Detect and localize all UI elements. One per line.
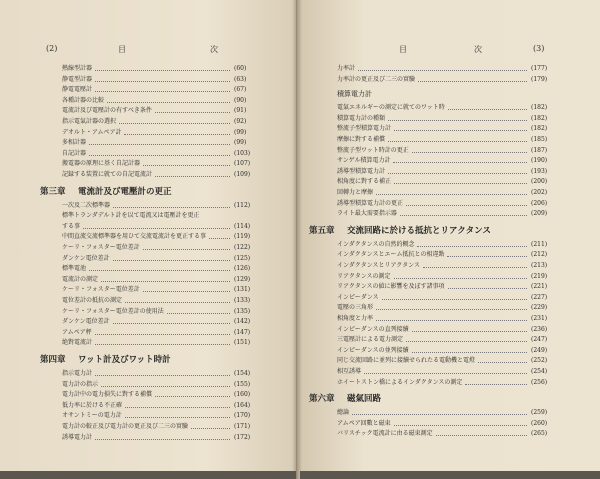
toc-entry [62, 222, 258, 232]
chapter-title: 交流回路に於ける抵抗とリアクタンス [347, 225, 491, 236]
toc-entry [337, 272, 555, 282]
toc-entry-title: アムペア秤 [62, 328, 92, 336]
leader-dots [394, 183, 527, 184]
toc-entry-title: 標準トランダデルト計を以て電流又は電壓計を更正 [62, 212, 200, 220]
toc-entry [337, 378, 555, 388]
toc-entry-title: 力率計 [337, 65, 356, 72]
toc-entry-page: (260) [531, 419, 548, 427]
leader-dots [352, 414, 527, 415]
toc-entry-page: (227) [531, 293, 548, 301]
toc-entry [62, 338, 258, 348]
leader-dots [417, 246, 527, 247]
toc-entry [62, 380, 258, 390]
toc-entry-title: 電力計の指示 [62, 380, 99, 388]
toc-entry-page: (247) [531, 336, 548, 344]
toc-entry [337, 146, 555, 156]
toc-entry [337, 64, 555, 74]
toc-entry-title: 搬電器の原理に基く自記計器 [62, 160, 141, 168]
toc-entry-title: ライト最大需要指示器 [337, 210, 397, 218]
toc-entry-title: インピーダンス [337, 293, 379, 301]
toc-entry-page: (171) [234, 423, 251, 430]
toc-entry-title: 摩擦に對する補償 [337, 136, 386, 143]
toc-entry-page: (202) [531, 189, 548, 196]
toc-entry-title: 絶對電流計 [62, 339, 93, 347]
toc-entry-title: オサントミーの電力計 [62, 412, 122, 420]
leader-dots [125, 302, 230, 303]
leader-dots [95, 334, 230, 335]
toc-entry-title: ケーリ・フォスター電位差計の使用法 [62, 307, 164, 315]
leader-dots [113, 207, 230, 208]
toc-entry [337, 240, 555, 250]
toc-entry-page: (170) [234, 412, 251, 420]
toc-entry [337, 124, 555, 134]
leader-dots [113, 323, 230, 324]
toc-entry-page: (182) [531, 125, 548, 133]
toc-entry-title: 多相計器 [62, 139, 87, 147]
toc-entry-page: (154) [234, 370, 251, 377]
leader-dots [478, 362, 527, 363]
toc-entry [62, 264, 258, 274]
toc-entry [337, 188, 555, 198]
leader-dots [388, 141, 527, 142]
toc-entry-title: インピーダンスの並列接續 [337, 346, 409, 354]
toc-entry-page: (109) [234, 171, 251, 178]
toc-entry-title: インピーダンスの直列接續 [337, 325, 409, 333]
leader-dots [418, 81, 527, 82]
toc-entry [337, 114, 555, 124]
toc-entry [62, 328, 258, 338]
chapter-title: 電流計及び電壓計の更正 [78, 186, 172, 197]
toc-entry-page: (114) [234, 222, 251, 230]
header-title-char: 目 [118, 45, 126, 54]
toc-entry-page: (185) [531, 136, 548, 143]
toc-entry-page: (209) [531, 210, 548, 218]
leader-dots [406, 341, 527, 342]
toc-entry-title: ケーリ・フォスター電位差計 [62, 244, 140, 251]
toc-entry [62, 401, 258, 411]
toc-entry [62, 128, 258, 138]
toc-entry-title: ホイートストン橋によるインダクタンスの測定 [337, 378, 463, 386]
toc-entry [62, 170, 258, 180]
leader-dots [358, 70, 527, 71]
toc-entry-page: (182) [531, 114, 548, 122]
left-page [0, 0, 297, 479]
toc-entry-page: (99) [234, 139, 247, 147]
toc-entry [62, 307, 258, 317]
toc-entry-page: (63) [234, 75, 247, 83]
toc-entry [62, 254, 258, 264]
book-spine [292, 0, 302, 479]
toc-entry [337, 103, 555, 113]
toc-entry-page: (90) [234, 96, 247, 104]
toc-entry-page: (133) [234, 297, 251, 304]
leader-dots [376, 309, 527, 310]
leader-dots [167, 313, 230, 314]
leader-dots [89, 155, 230, 156]
toc-entry [337, 314, 555, 324]
toc-entry-page: (179) [531, 75, 548, 83]
toc-entry-title: 電力計の較正及び電力計の更正及び二三の實驗 [62, 423, 189, 430]
toc-entry [62, 201, 258, 211]
toc-entry [62, 285, 258, 295]
leader-dots [89, 144, 230, 145]
chapter-title: 磁氣回路 [347, 394, 382, 405]
toc-entry-title: 同じ交流回路に並列に接續せられたる電動機と電燈 [337, 357, 476, 365]
toc-entry-title: 指示電力計 [62, 370, 93, 377]
toc-entry-title: 相互誘導 [337, 368, 362, 375]
toc-entry-title: 熱線型計器 [62, 65, 93, 72]
toc-entry-page: (212) [531, 251, 548, 259]
leader-dots [412, 331, 527, 332]
leader-dots [412, 152, 527, 153]
leader-dots [95, 70, 230, 71]
toc-entry-title: 中間直流交流標準器を用ひて交流電流計を更正する事 [62, 233, 207, 241]
leader-dots [95, 439, 230, 440]
toc-entry [337, 135, 555, 145]
toc-entry-title: バリスチック電流計に由る磁束測定 [337, 430, 433, 438]
leader-dots [113, 260, 230, 261]
toc-entry [62, 390, 258, 400]
toc-entry [337, 209, 555, 219]
toc-entry-page: (187) [531, 146, 548, 154]
toc-entry [337, 419, 555, 429]
toc-entry [337, 177, 555, 187]
toc-entry-page: (193) [531, 167, 548, 175]
toc-entry-page: (131) [234, 286, 251, 294]
toc-entry-title: 回轉力と摩擦 [337, 189, 374, 196]
toc-entry-page: (200) [531, 178, 548, 186]
toc-entry-title: 自記計器 [62, 149, 87, 157]
toc-entry-page: (254) [531, 368, 548, 375]
toc-entry [337, 261, 555, 271]
toc-entry-page: (252) [531, 357, 548, 365]
leader-dots [95, 81, 230, 82]
toc-entry-title: ダンケン電位差計 [62, 254, 110, 262]
toc-entry-title: 電壓の三角形 [337, 304, 374, 312]
toc-entry [62, 296, 258, 306]
toc-entry-page: (119) [234, 233, 251, 241]
leader-dots [406, 205, 527, 206]
toc-entry-page: (67) [234, 86, 247, 94]
toc-entry [337, 356, 555, 366]
toc-entry [62, 275, 258, 285]
toc-entry [62, 64, 258, 74]
chapter-label: 第六章 [309, 394, 335, 405]
leader-dots [388, 120, 527, 121]
toc-entry [337, 156, 555, 166]
leader-dots [119, 123, 230, 124]
toc-entry [337, 346, 555, 356]
toc-entry-page: (91) [234, 107, 247, 115]
leader-dots [388, 173, 527, 174]
toc-entry [62, 243, 258, 253]
toc-entry-title: 電氣エネルギーの測定に就てのワット時 [337, 104, 445, 112]
leader-dots [83, 228, 230, 229]
right-page [297, 0, 600, 479]
toc-entry [62, 75, 258, 85]
toc-entry-page: (129) [234, 275, 251, 283]
toc-entry-page: (151) [234, 339, 251, 347]
header-title-char: 次 [210, 45, 218, 54]
toc-entry [337, 408, 555, 418]
toc-entry [62, 411, 258, 421]
toc-entry [337, 325, 555, 335]
toc-entry [337, 75, 555, 85]
leader-dots [436, 435, 527, 436]
toc-entry-page: (256) [531, 378, 548, 386]
leader-dots [376, 194, 527, 195]
chapter-title: ワット計及びワット時計 [78, 355, 171, 365]
toc-entry [337, 199, 555, 209]
toc-entry-title: アムペア回數と磁束 [337, 419, 391, 427]
toc-entry-page: (142) [234, 318, 251, 326]
toc-entry-page: (172) [234, 433, 251, 441]
toc-entry-page: (160) [234, 391, 251, 399]
toc-entry-title: 静電電壓計 [62, 86, 93, 94]
toc-entry [62, 422, 258, 432]
toc-entry-page: (219) [531, 272, 548, 280]
leader-dots [143, 249, 230, 250]
toc-entry-title: 指示電氣計器の選択 [62, 118, 117, 125]
leader-dots [125, 407, 230, 408]
leader-dots [155, 112, 230, 113]
toc-entry-page: (60) [234, 65, 247, 72]
leader-dots [101, 386, 230, 387]
toc-entry [62, 317, 258, 327]
leader-dots [95, 344, 230, 345]
toc-entry-page: (107) [234, 160, 251, 168]
toc-entry-page: (125) [234, 254, 251, 262]
toc-entry [62, 138, 258, 148]
toc-entry-title: 總論 [337, 409, 350, 417]
toc-entry-title: 電流計の測定 [62, 275, 99, 283]
leader-dots [89, 270, 230, 271]
header-title-char: 次 [474, 45, 482, 54]
toc-entry-title: 整流子型ワット時計の更正 [337, 146, 409, 154]
leader-dots [447, 256, 527, 257]
toc-entry [62, 211, 258, 221]
toc-entry-title: 電力計中の電力損失に對する補償 [62, 391, 153, 399]
toc-entry-title: 整流子型積算電力計 [337, 125, 392, 133]
toc-entry [337, 303, 555, 313]
toc-entry [337, 250, 555, 260]
leader-dots [107, 102, 230, 103]
toc-entry-page: (103) [234, 149, 251, 157]
leader-dots [101, 281, 230, 282]
toc-entry-page: (112) [234, 201, 251, 209]
page-number: (2) [46, 44, 58, 53]
toc-entry-title: デオルト・アムペア計 [62, 128, 122, 136]
leader-dots [125, 417, 230, 418]
leader-dots [95, 91, 230, 92]
toc-entry [62, 433, 258, 443]
leader-dots [155, 396, 230, 397]
page-edge [300, 471, 600, 479]
toc-entry-title: 記録する装置に就ての自記電流計 [62, 171, 153, 178]
toc-entry [62, 106, 258, 116]
toc-entry-title: ケーリ・フォスター電位差計 [62, 286, 140, 294]
chapter-label: 第三章 [40, 186, 66, 197]
toc-entry-title: 誘導型積算電力計 [337, 167, 386, 175]
toc-entry [337, 335, 555, 345]
page-edge [0, 471, 296, 479]
toc-entry [62, 96, 258, 106]
toc-entry-title: 相角度に對する補正 [337, 178, 392, 186]
toc-entry-page: (155) [234, 380, 251, 388]
section-title: 積算電力計 [337, 90, 372, 99]
toc-entry-title: 積算電力計の種類 [337, 114, 386, 122]
leader-dots [124, 134, 230, 135]
leader-dots [209, 238, 230, 239]
toc-entry-page: (229) [531, 304, 548, 312]
toc-entry-title: インダクタンスとリアクタンス [337, 262, 420, 269]
toc-entry-page: (221) [531, 283, 548, 291]
leader-dots [143, 291, 230, 292]
toc-entry-title: 静電型計器 [62, 75, 93, 83]
toc-entry [62, 159, 258, 169]
leader-dots [412, 352, 527, 353]
toc-entry [62, 232, 258, 242]
leader-dots [191, 428, 230, 429]
leader-dots [448, 288, 527, 289]
toc-entry [337, 429, 555, 439]
toc-entry-page: (135) [234, 307, 251, 315]
toc-entry-page: (213) [531, 262, 548, 269]
toc-entry-page: (190) [531, 157, 548, 165]
toc-entry-page: (99) [234, 128, 247, 136]
toc-entry [62, 117, 258, 127]
toc-entry-page: (122) [234, 244, 251, 251]
toc-entry-page: (182) [531, 104, 548, 112]
leader-dots [382, 299, 527, 300]
leader-dots [95, 375, 230, 376]
leader-dots [376, 320, 527, 321]
toc-entry-title: 各種計器の比較 [62, 96, 105, 104]
toc-entry-title: 電流計及び電壓計の有すべき条件 [62, 107, 152, 115]
toc-entry [337, 367, 555, 377]
header-title-char: 目 [399, 45, 407, 54]
leader-dots [143, 165, 230, 166]
toc-entry-title: 誘導電力計 [62, 433, 93, 441]
toc-entry [337, 293, 555, 303]
toc-entry-title: 一次及二次標準器 [62, 201, 111, 209]
leader-dots [394, 425, 527, 426]
leader-dots [394, 278, 527, 279]
leader-dots [393, 162, 527, 163]
toc-entry-title: 低力率に於ける不正確 [62, 401, 123, 409]
toc-entry-page: (92) [234, 118, 247, 125]
toc-entry-page: (211) [531, 240, 548, 248]
toc-entry-title: ダンケン電位差計 [62, 318, 110, 326]
toc-entry-title: 電位差計の抵抗の測定 [62, 297, 123, 304]
toc-entry-title: リアクタンスの値に影響を及ぼす諸事項 [337, 283, 445, 291]
toc-entry-page: (177) [531, 65, 548, 72]
toc-entry-page: (206) [531, 199, 548, 207]
toc-entry-page: (231) [531, 315, 548, 322]
chapter-label: 第五章 [309, 225, 335, 236]
toc-entry-title: インダクタンスの自然的概念 [337, 240, 415, 248]
leader-dots [394, 130, 527, 131]
toc-entry-title: 標準電池 [62, 265, 87, 273]
toc-entry-page: (249) [531, 346, 548, 354]
leader-dots [155, 176, 230, 177]
toc-entry-title: インダクタンスとエーム抵抗との相違點 [337, 251, 445, 259]
toc-entry-page: (265) [531, 430, 548, 438]
toc-entry-title: リアクタンスの測定 [337, 272, 391, 280]
toc-entry-title: 三電壓計による電力測定 [337, 336, 404, 344]
toc-entry-page: (126) [234, 265, 251, 273]
leader-dots [364, 373, 527, 374]
toc-entry-page: (259) [531, 409, 548, 417]
toc-entry-title: 力率計の更正及び二三の實驗 [337, 75, 416, 83]
toc-entry-title: サンゲル積算電力計 [337, 157, 391, 165]
toc-entry-page: (236) [531, 325, 548, 333]
toc-entry-page: (147) [234, 328, 251, 336]
leader-dots [448, 109, 527, 110]
page-number: (3) [533, 44, 545, 53]
toc-entry [62, 149, 258, 159]
toc-entry [337, 282, 555, 292]
leader-dots [400, 215, 527, 216]
toc-entry-page: (164) [234, 401, 251, 409]
leader-dots [465, 384, 527, 385]
toc-entry-title: 相角度と力率 [337, 315, 374, 322]
toc-entry [337, 167, 555, 177]
leader-dots [423, 267, 527, 268]
toc-entry-title: 誘導型積算電力計の更正 [337, 199, 404, 207]
toc-entry-title: する事 [62, 222, 81, 230]
toc-entry [62, 369, 258, 379]
chapter-label: 第四章 [40, 355, 66, 365]
toc-entry [62, 85, 258, 95]
